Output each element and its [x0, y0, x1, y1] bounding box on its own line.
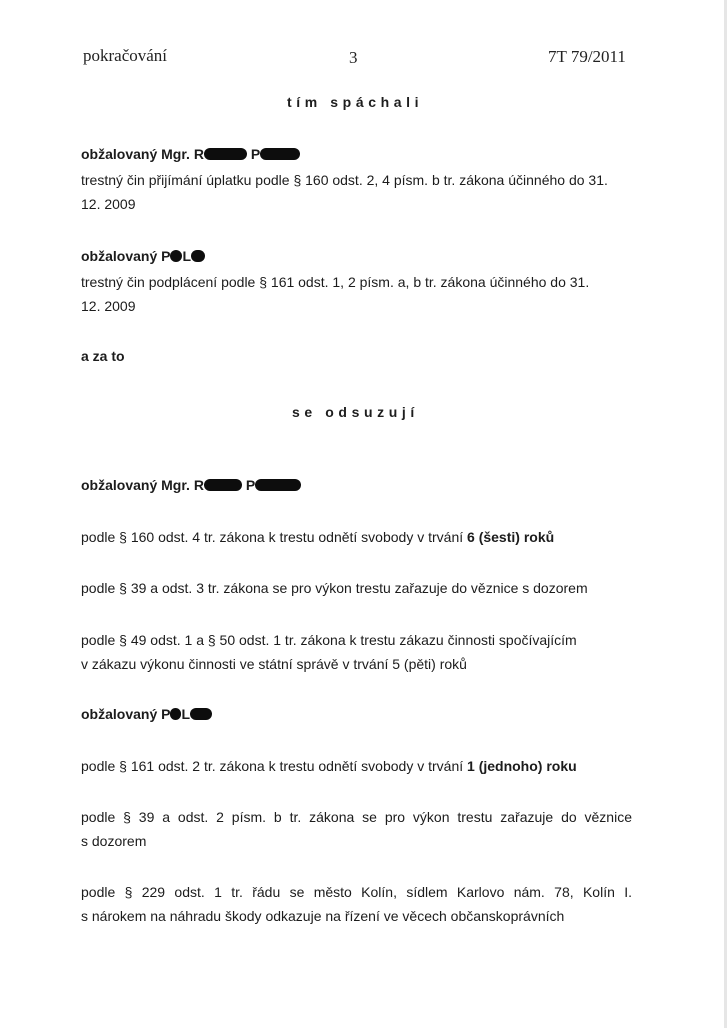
- name-initial: L: [182, 248, 192, 264]
- defendant-2-name: [81, 248, 205, 264]
- name-initial: R: [193, 146, 204, 162]
- name-initial: L: [181, 706, 191, 722]
- prison-term-duration: 6 (šesti) roků: [467, 529, 555, 545]
- name-initial: R: [193, 477, 204, 493]
- defendant-1-name: [81, 146, 300, 162]
- sentence-2-prison-term: [81, 758, 577, 774]
- sentence-2-name: [81, 706, 212, 722]
- defendant-2-charge-line-2: 12. 2009: [81, 298, 136, 314]
- prison-term-text: podle § 160 odst. 4 tr. zákona k trestu odnětí svobody v trvání: [81, 529, 464, 545]
- redaction-mark: [260, 148, 300, 160]
- heading-tim-spachali: tím spáchali: [287, 94, 424, 110]
- redaction-mark: [255, 479, 301, 491]
- redaction-mark: [204, 479, 242, 491]
- case-number: 7T 79/2011: [548, 47, 626, 66]
- sentence-1-ban-line-1: podle § 49 odst. 1 a § 50 odst. 1 tr. zákona k trestu zákazu činnosti spočívajícím: [81, 632, 577, 648]
- heading-se-odsuzuji: se odsuzují: [292, 404, 419, 420]
- sentence-2-prison-type-line-2: s dozorem: [81, 833, 147, 849]
- name-initial: P: [161, 706, 171, 722]
- defendant-1-charge-line-2: 12. 2009: [81, 196, 136, 212]
- redaction-mark: [170, 250, 182, 262]
- defendant-prefix: obžalovaný: [81, 248, 158, 264]
- page-number: 3: [349, 48, 358, 67]
- sentence-2-damages-line-2: s nárokem na náhradu škody odkazuje na řízení ve věcech občanskoprávních: [81, 908, 565, 924]
- defendant-1-charge-line-1: trestný čin přijímání úplatku podle § 160 odst. 2, 4 písm. b tr. zákona účinného do 31.: [81, 172, 608, 188]
- prison-term-text: podle § 161 odst. 2 tr. zákona k trestu odnětí svobody v trvání: [81, 758, 464, 774]
- sentence-1-name: [81, 477, 301, 493]
- redaction-mark: [191, 250, 205, 262]
- name-initial: P: [245, 477, 256, 493]
- defendant-prefix: obžalovaný: [81, 706, 158, 722]
- defendant-prefix: obžalovaný Mgr.: [81, 477, 190, 493]
- sentence-1-ban-line-2: v zákazu výkonu činnosti ve státní správě v trvání 5 (pěti) roků: [81, 656, 467, 672]
- sentence-2-prison-type-line-1: podle § 39 a odst. 2 písm. b tr. zákona se pro výkon trestu zařazuje do věznice: [81, 809, 632, 825]
- header-continuation: pokračování: [83, 46, 168, 65]
- sentence-2-damages-line-1: podle § 229 odst. 1 tr. řádu se město Kolín, sídlem Karlovo nám. 78, Kolín I.: [81, 884, 632, 900]
- sentence-1-prison-term: [81, 529, 554, 545]
- redaction-mark: [170, 708, 181, 720]
- redaction-mark: [190, 708, 212, 720]
- defendant-prefix: obžalovaný Mgr.: [81, 146, 190, 162]
- prison-term-duration: 1 (jednoho) roku: [467, 758, 577, 774]
- redaction-mark: [204, 148, 247, 160]
- a-za-to: a za to: [81, 348, 125, 364]
- name-initial: P: [161, 248, 171, 264]
- name-initial: P: [250, 146, 261, 162]
- sentence-1-prison-type: podle § 39 a odst. 3 tr. zákona se pro výkon trestu zařazuje do věznice s dozorem: [81, 580, 588, 596]
- defendant-2-charge-line-1: trestný čin podplácení podle § 161 odst. 1, 2 písm. a, b tr. zákona účinného do 31.: [81, 274, 590, 290]
